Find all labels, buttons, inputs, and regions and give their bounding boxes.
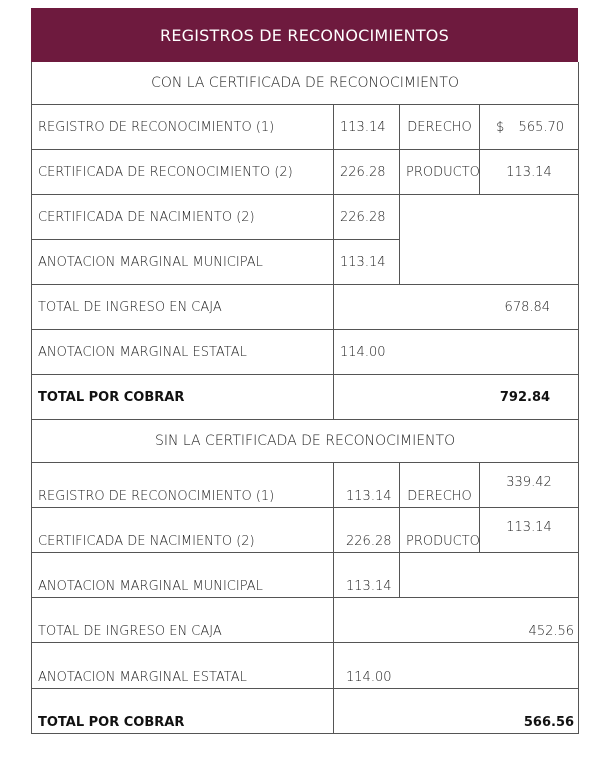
empty-cell — [400, 553, 579, 598]
fee-document — [31, 8, 578, 734]
section-heading-sin: SIN LA CERTIFICADA DE RECONOCIMIENTO — [32, 420, 579, 463]
table-row — [32, 553, 579, 598]
estatal-value: 114.00 — [334, 330, 579, 375]
table-row — [32, 105, 579, 150]
section-heading-con: CON LA CERTIFICADA DE RECONOCIMIENTO — [32, 62, 579, 105]
row-type: PRODUCTO — [400, 508, 480, 553]
row-type: DERECHO — [400, 105, 480, 150]
row-value: 226.28 — [334, 508, 400, 553]
row-label: REGISTRO DE RECONOCIMIENTO (1) — [32, 105, 334, 150]
table-row — [32, 643, 579, 689]
total-caja-label: TOTAL DE INGRESO EN CAJA — [32, 285, 334, 330]
row-label: CERTIFICADA DE NACIMIENTO (2) — [32, 195, 334, 240]
row-amount: 339.42 — [480, 463, 579, 508]
table-row — [32, 598, 579, 643]
total-label: TOTAL POR COBRAR — [32, 375, 334, 420]
row-amount-cell — [480, 105, 579, 150]
row-value: 113.14 — [334, 463, 400, 508]
currency-symbol: $ — [496, 119, 505, 135]
row-value: 226.28 — [334, 150, 400, 195]
estatal-label: ANOTACION MARGINAL ESTATAL — [32, 643, 334, 689]
empty-cell — [400, 195, 579, 285]
table-row — [32, 330, 579, 375]
fee-table — [31, 62, 579, 734]
row-amount: 565.70 — [518, 119, 565, 135]
row-value: 113.14 — [334, 240, 400, 285]
table-row — [32, 375, 579, 420]
total-label: TOTAL POR COBRAR — [32, 689, 334, 734]
row-type: PRODUCTO — [400, 150, 480, 195]
page-title: REGISTROS DE RECONOCIMIENTOS — [31, 8, 578, 62]
row-label: REGISTRO DE RECONOCIMIENTO (1) — [32, 463, 334, 508]
total-caja-value: 678.84 — [334, 285, 579, 330]
row-label: ANOTACION MARGINAL MUNICIPAL — [32, 240, 334, 285]
total-value: 566.56 — [334, 689, 579, 734]
row-value: 113.14 — [334, 553, 400, 598]
total-caja-label: TOTAL DE INGRESO EN CAJA — [32, 598, 334, 643]
row-value: 113.14 — [334, 105, 400, 150]
table-row — [32, 195, 579, 240]
table-row — [32, 463, 579, 508]
estatal-label: ANOTACION MARGINAL ESTATAL — [32, 330, 334, 375]
row-label: CERTIFICADA DE RECONOCIMIENTO (2) — [32, 150, 334, 195]
row-label: CERTIFICADA DE NACIMIENTO (2) — [32, 508, 334, 553]
row-amount: 113.14 — [480, 508, 579, 553]
table-row — [32, 285, 579, 330]
row-amount: 113.14 — [480, 150, 579, 195]
row-value: 226.28 — [334, 195, 400, 240]
table-row — [32, 508, 579, 553]
estatal-value: 114.00 — [334, 643, 579, 689]
table-row — [32, 689, 579, 734]
row-type: DERECHO — [400, 463, 480, 508]
total-value: 792.84 — [334, 375, 579, 420]
total-caja-value: 452.56 — [334, 598, 579, 643]
row-label: ANOTACION MARGINAL MUNICIPAL — [32, 553, 334, 598]
table-row — [32, 150, 579, 195]
